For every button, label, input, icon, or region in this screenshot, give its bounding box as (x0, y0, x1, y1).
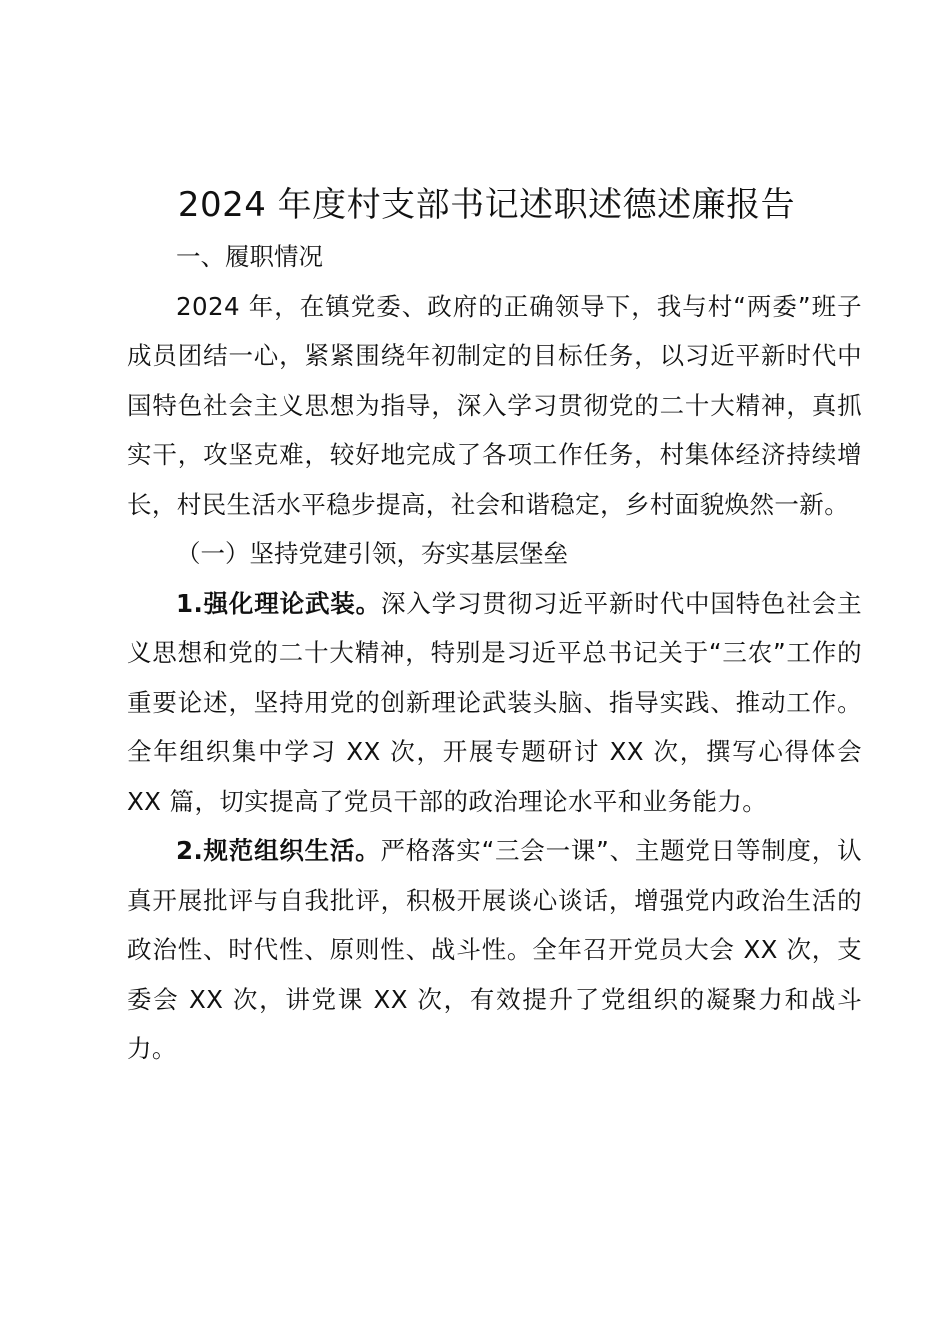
intro-paragraph: 2024 年，在镇党委、政府的正确领导下，我与村“两委”班子成员团结一心，紧紧围绕年初制定的目标任务，以习近平新时代中国特色社会主义思想为指导，深入学习贯彻党的二十大精神，真抓实干，攻坚克难，较好地完成了各项工作任务，村集体经济持续增长，村民生活水平稳步提高，社会和谐稳定，乡村面貌焕然一新。 (127, 291, 862, 519)
item-organization-lead: 2.规范组织生活。 (176, 836, 381, 865)
section-heading-performance: 一、履职情况 (176, 242, 323, 271)
item-organization-body: 严格落实“三会一课”、主题党日等制度，认真开展批评与自我批评，积极开展谈心谈话，增强党内政治生活的政治性、时代性、原则性、战斗性。全年召开党员大会 XX 次，支委会 XX 次，讲党课 XX 次，有效提升了党组织的凝聚力和战斗力。 (127, 836, 862, 1063)
document-body (127, 178, 862, 1074)
item-theory-lead: 1.强化理论武装。 (176, 588, 381, 618)
document-title: 2024 年度村支部书记述职述德述廉报告 (177, 185, 796, 225)
item-theory-body: 深入学习贯彻习近平新时代中国特色社会主义思想和党的二十大精神，特别是习近平总书记关于“三农”工作的重要论述，坚持用党的创新理论武装头脑、指导实践、推动工作。全年组织集中学习 XX 次，开展专题研讨 XX 次，撰写心得体会 XX 篇，切实提高了党员干部的政治理论水平和业务能力。 (127, 588, 862, 816)
item-theory-paragraph (127, 579, 862, 827)
subsection-heading-party-building: （一）坚持党建引领，夯实基层堡垒 (176, 539, 568, 568)
item-organization-paragraph (127, 826, 862, 1074)
